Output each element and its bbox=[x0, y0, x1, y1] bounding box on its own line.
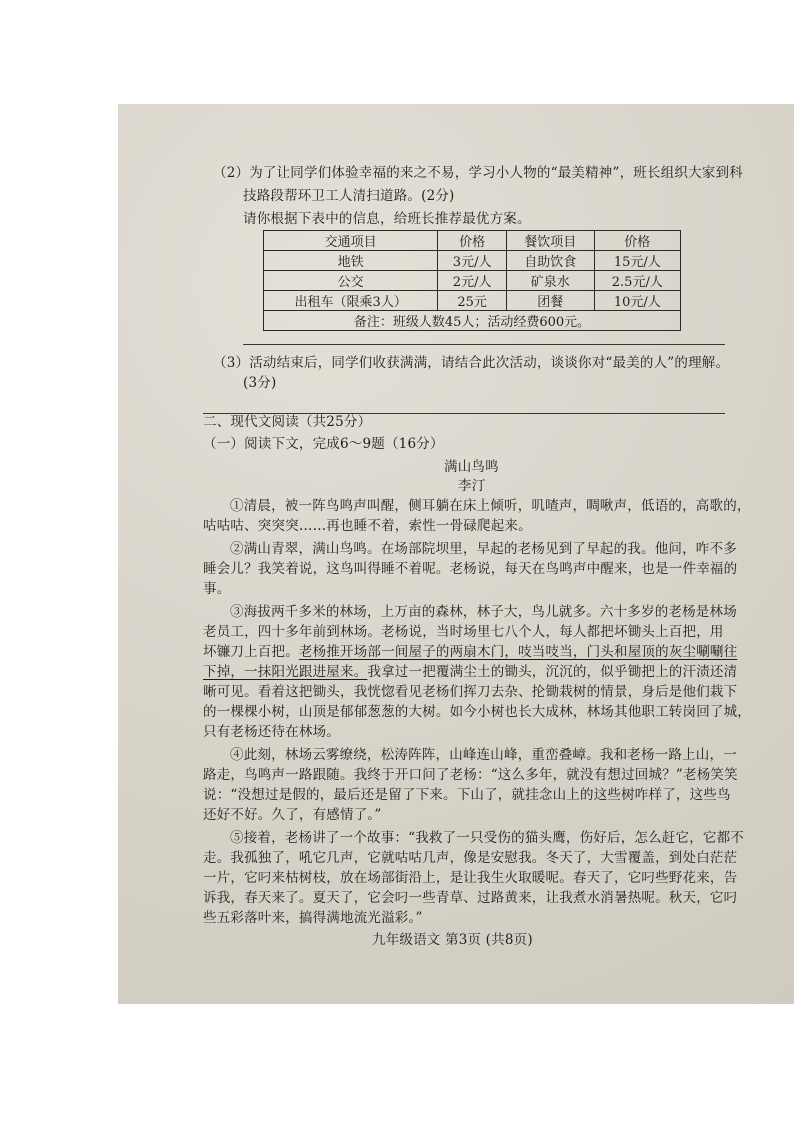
table-header-row bbox=[264, 231, 681, 251]
paragraph-3-line: ③海拔两千多米的林场，上万亩的森林，林子大，鸟儿就多。六十多岁的老杨是林场 bbox=[230, 604, 737, 620]
table-cell: 25元 bbox=[438, 291, 507, 311]
paragraph-3-line bbox=[203, 642, 737, 662]
paragraph-3-text: 我拿过一把覆满尘土的锄头，沉沉的，似乎锄把上的汗渍还清 bbox=[367, 664, 738, 680]
table-cell: 团餐 bbox=[506, 291, 594, 311]
q3-line1: （3）活动结束后，同学们收获满满，请结合此次活动，谈谈你对“最美的人”的理解。 bbox=[213, 355, 730, 371]
table-row bbox=[264, 291, 681, 311]
section-heading: 二、现代文阅读（共25分） bbox=[203, 414, 372, 430]
table-cell: 10元/人 bbox=[594, 291, 680, 311]
table-header-cell: 餐饮项目 bbox=[506, 231, 594, 251]
table-note-row bbox=[264, 311, 681, 331]
paragraph-5-line: ⑤接着，老杨讲了一个故事：“我救了一只受伤的猫头鹰，伤好后，怎么赶它，它都不 bbox=[230, 830, 745, 846]
table-header-cell: 交通项目 bbox=[264, 231, 438, 251]
paragraph-2-line: ②满山青翠，满山鸟鸣。在场部院坝里，早起的老杨见到了早起的我。他问，咋不多 bbox=[230, 541, 737, 557]
q3-line2: (3分) bbox=[243, 375, 277, 391]
paragraph-3-text: 坏镰刀上百把。 bbox=[203, 644, 299, 660]
paragraph-3-line: 老员工，四十多年前到林场。老杨说，当时场里七八个人，每人都把坏锄头上百把，用 bbox=[203, 624, 724, 640]
table-note: 备注：班级人数45人；活动经费600元。 bbox=[264, 311, 681, 331]
underlined-sentence: 老杨推开场部一间屋子的两扇木门，吱当吱当，门头和屋顶的灰尘唰唰往 bbox=[298, 644, 738, 660]
page-footer: 九年级语文 第3页 (共8页) bbox=[372, 932, 533, 948]
answer-line bbox=[243, 344, 725, 345]
paragraph-4-line: ④此刻，林场云雾缭绕，松涛阵阵，山峰连山峰，重峦叠嶂。我和老杨一路上山，一 bbox=[230, 747, 737, 763]
q2-line2: 技路段帮环卫工人清扫道路。(2分) bbox=[243, 188, 455, 204]
paragraph-5-line: 些五彩落叶来，搞得满地流光溢彩。” bbox=[203, 910, 423, 926]
paragraph-1-line: ①清晨，被一阵鸟鸣声叫醒，侧耳躺在床上倾听，叽喳声，啁啾声，低语的，高歌的， bbox=[230, 498, 751, 514]
underlined-sentence: 下掉，一抹阳光跟进屋来。 bbox=[203, 664, 368, 680]
table-cell: 矿泉水 bbox=[506, 271, 594, 291]
paragraph-2-line: 睡会儿？我笑着说，这鸟叫得睡不着呢。老杨说，每天在鸟鸣声中醒来，也是一件幸福的 bbox=[203, 561, 738, 577]
table-cell: 自助饮食 bbox=[506, 251, 594, 271]
table-header-cell: 价格 bbox=[594, 231, 680, 251]
article-title: 满山鸟鸣 bbox=[444, 459, 499, 475]
paragraph-5-line: 走。我孤独了，吼它几声，它就咕咕几声，像是安慰我。冬天了，大雪覆盖，到处白茫茫 bbox=[203, 850, 738, 866]
table-cell: 2.5元/人 bbox=[594, 271, 680, 291]
table-cell: 公交 bbox=[264, 271, 438, 291]
section-subheading: （一）阅读下文，完成6～9题（16分） bbox=[203, 436, 444, 452]
table-cell: 3元/人 bbox=[438, 251, 507, 271]
article-author: 李汀 bbox=[458, 478, 486, 494]
table-cell: 出租车（限乘3人） bbox=[264, 291, 438, 311]
paragraph-2-line: 事。 bbox=[203, 581, 231, 597]
paragraph-4-line: 说：“没想过是假的，最后还是留了下来。下山了，就挂念山上的这些树咋样了，这些鸟 bbox=[203, 787, 731, 803]
table-cell: 地铁 bbox=[264, 251, 438, 271]
q2-line1: （2）为了让同学们体验幸福的来之不易，学习小人物的“最美精神”，班长组织大家到科 bbox=[213, 165, 743, 181]
paragraph-3-line bbox=[203, 662, 737, 682]
table-cell: 15元/人 bbox=[594, 251, 680, 271]
paragraph-5-line: 诉我，春天来了。夏天了，它会叼一些青草、过路黄来，让我煮水消暑热呢。秋天，它叼 bbox=[203, 890, 738, 906]
paragraph-3-line: 晰可见。看着这把锄头，我恍惚看见老杨们挥刀去杂、抡锄栽树的情景，身后是他们栽下 bbox=[203, 684, 738, 700]
paragraph-4-line: 还好不好。久了，有感情了。” bbox=[203, 807, 382, 823]
paragraph-1-line: 咕咕咕、突突突……再也睡不着，索性一骨碌爬起来。 bbox=[203, 518, 532, 534]
price-table bbox=[263, 230, 681, 331]
table-row bbox=[264, 271, 681, 291]
table-cell: 2元/人 bbox=[438, 271, 507, 291]
paragraph-4-line: 路走，鸟鸣声一路跟随。我终于开口问了老杨：“这么多年，就没有想过回城？”老杨笑笑 bbox=[203, 767, 738, 783]
q2-line3: 请你根据下表中的信息，给班长推荐最优方案。 bbox=[243, 211, 531, 227]
paragraph-3-line: 的一棵棵小树，山顶是郁郁葱葱的大树。如今小树也长大成林，林场其他职工转岗回了城， bbox=[203, 704, 751, 720]
table-header-cell: 价格 bbox=[438, 231, 507, 251]
paragraph-3-line: 只有老杨还待在林场。 bbox=[203, 724, 340, 740]
paragraph-5-line: 一片，它叼来枯树枝，放在场部街沿上，是让我生火取暖呢。春天了，它叼些野花来，告 bbox=[203, 870, 738, 886]
table-row bbox=[264, 251, 681, 271]
